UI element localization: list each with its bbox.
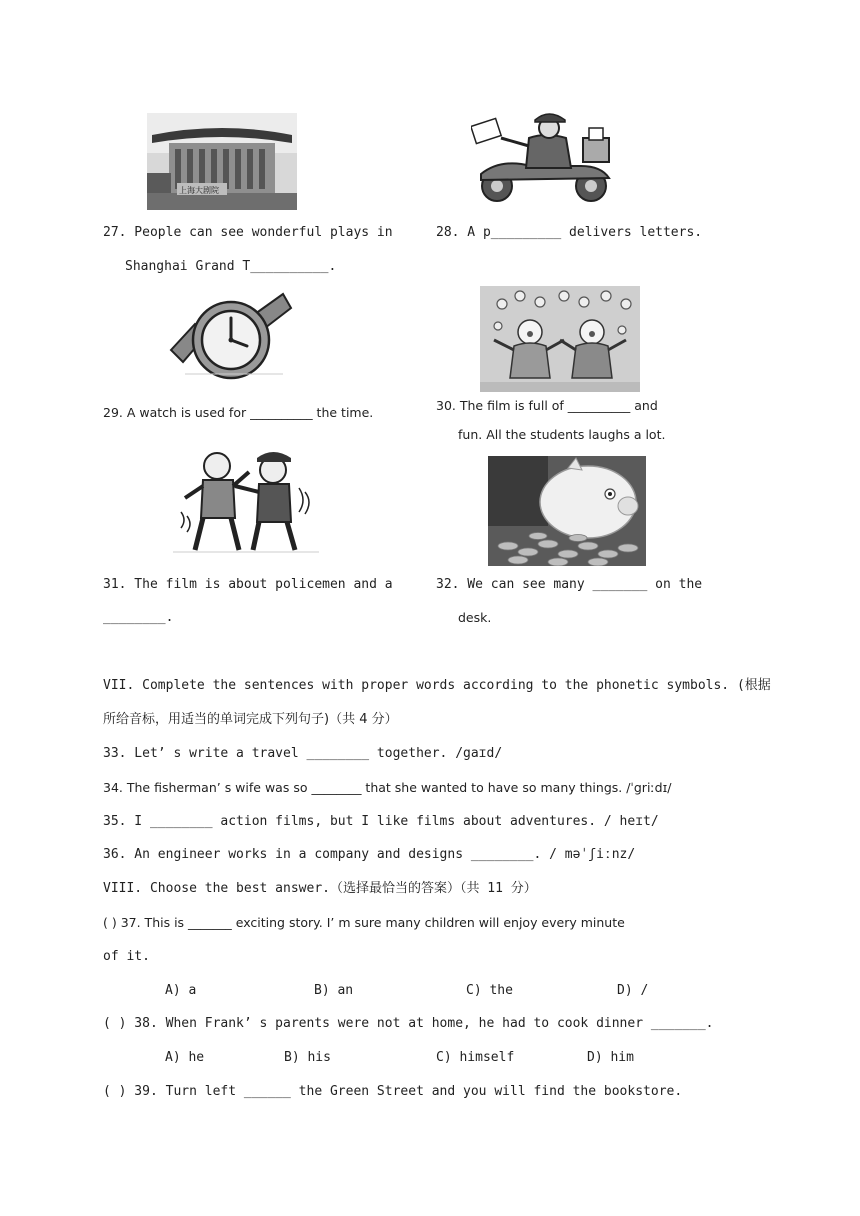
question-32-line1: 32. We can see many _______ on the [436, 577, 703, 592]
question-37-option-b: B) an [314, 983, 354, 998]
question-38-stem: ( ) 38. When Frank’ s parents were not at home, he had to cook dinner _______. [103, 1016, 714, 1031]
question-36: 36. An engineer works in a company and designs ________. / məˈʃiːnz/ [103, 847, 636, 862]
question-29-line1: 29. A watch is used for __________ the time. [103, 405, 374, 420]
question-32-line2: desk. [458, 610, 492, 625]
piggy-bank-coins-photo [488, 456, 646, 566]
question-38-option-a: A) he [165, 1050, 205, 1065]
question-37-option-c: C) the [466, 983, 513, 998]
question-31-line2: ________. [103, 610, 174, 625]
question-38-option-b: B) his [284, 1050, 331, 1065]
question-30-line1: 30. The film is full of __________ and [436, 398, 658, 413]
question-39-stem: ( ) 39. Turn left ______ the Green Street and you will find the bookstore. [103, 1084, 683, 1099]
question-28-line1: 28. A p_________ delivers letters. [436, 225, 703, 240]
watch-picture [165, 290, 297, 388]
question-37-option-d: D) / [617, 983, 649, 998]
section-8-heading: VIII. Choose the best answer.（选择最恰当的答案）（共 11 分） [103, 881, 537, 896]
question-37-option-a: A) a [165, 983, 197, 998]
grand-theatre-photo [147, 113, 297, 210]
question-35: 35. I ________ action films, but I like films about adventures. / heɪt/ [103, 814, 659, 829]
section-7-heading-line1: VII. Complete the sentences with proper words according to the phonetic symbols. (根据 [103, 678, 771, 693]
question-30-line2: fun. All the students laughs a lot. [458, 427, 666, 442]
question-27-line1: 27. People can see wonderful plays in [103, 225, 393, 240]
question-38-option-d: D) him [587, 1050, 634, 1065]
question-38-option-c: C) himself [436, 1050, 515, 1065]
section-7-heading-line2: 所给音标，用适当的单词完成下列句子)（共 4 分） [103, 712, 398, 727]
question-33: 33. Let’ s write a travel ________ together. /gaɪd/ [103, 746, 503, 761]
question-27-line2: Shanghai Grand T__________. [125, 259, 337, 274]
question-34: 34. The fisherman’ s wife was so ________ that she wanted to have so many things. /ˈgriːdɪ/ [103, 780, 672, 795]
policeman-thief-picture [173, 442, 319, 556]
question-37-stem-cont: of it. [103, 949, 150, 964]
question-37-stem: ( ) 37. This is _______ exciting story. I’ m sure many children will enjoy every minute [103, 915, 625, 930]
theatre-sign: 上海大剧院 [179, 186, 219, 195]
clowns-picture [480, 286, 640, 392]
postman-scooter-picture [471, 108, 617, 206]
question-31-line1: 31. The film is about policemen and a [103, 577, 393, 592]
